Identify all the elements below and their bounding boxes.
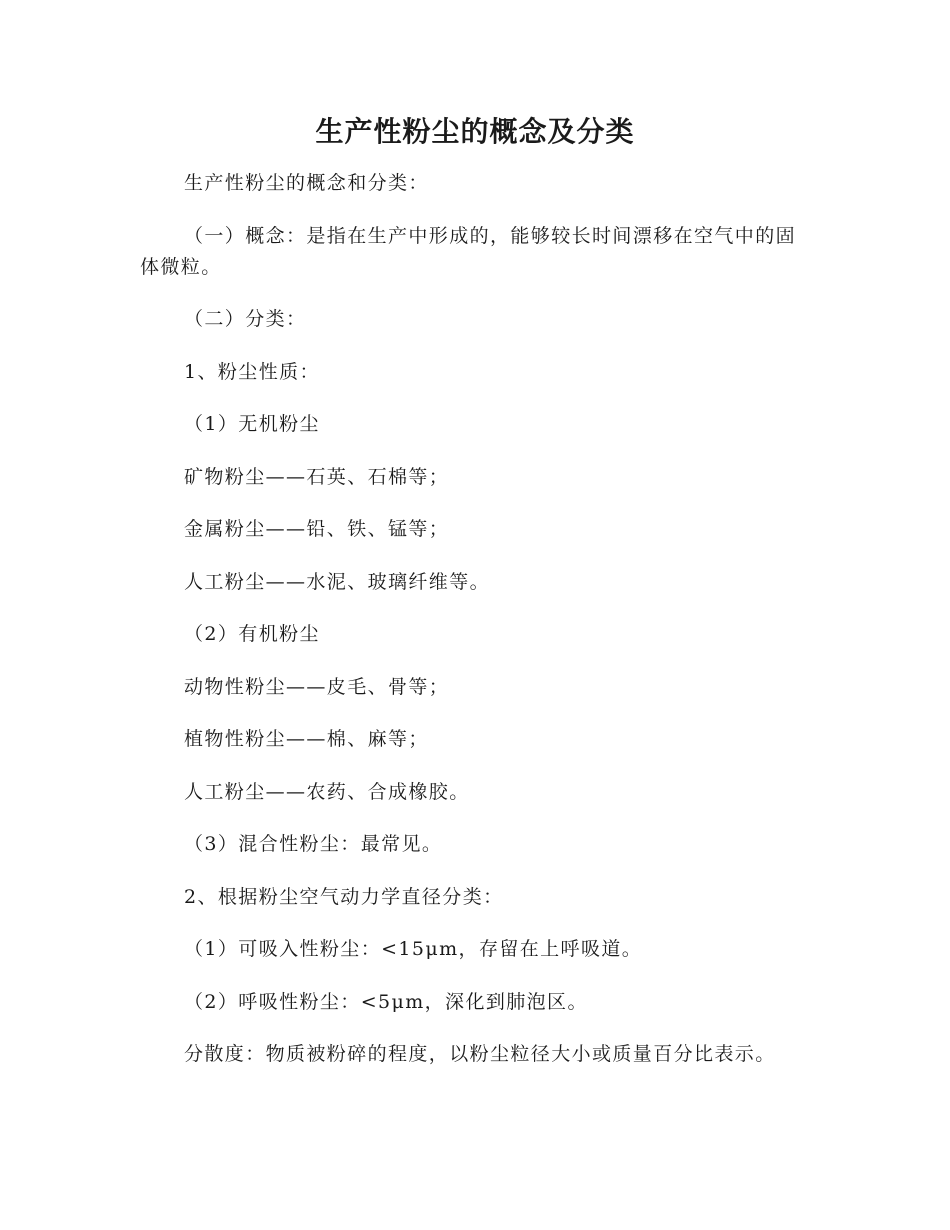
paragraph-concept: （一）概念：是指在生产中形成的，能够较长时间漂移在空气中的固体微粒。	[140, 224, 797, 278]
paragraph-classification: （二）分类：	[184, 308, 307, 330]
paragraph-organic: （2）有机粉尘	[184, 623, 320, 645]
paragraph-mineral: 矿物粉尘——石英、石棉等；	[184, 465, 450, 488]
paragraph-respirable: （2）呼吸性粉尘：<5μm，深化到肺泡区。	[184, 990, 588, 1013]
paragraph-metal: 金属粉尘——铅、铁、锰等；	[184, 518, 450, 540]
paragraph-artificial-inorganic: 人工粉尘——水泥、玻璃纤维等。	[184, 570, 491, 593]
paragraph-inhalable: （1）可吸入性粉尘：<15μm，存留在上呼吸道。	[184, 938, 643, 960]
paragraph-aerodynamic: 2、根据粉尘空气动力学直径分类：	[184, 885, 504, 908]
paragraph-dust-nature: 1、粉尘性质：	[184, 360, 320, 383]
paragraph-inorganic: （1）无机粉尘	[184, 413, 320, 435]
document-body	[140, 168, 800, 1092]
paragraph-dispersion: 分散度：物质被粉碎的程度，以粉尘粒径大小或质量百分比表示。	[184, 1043, 776, 1065]
paragraph-intro: 生产性粉尘的概念和分类：	[184, 172, 429, 194]
paragraph-artificial-organic: 人工粉尘——农药、合成橡胶。	[184, 780, 470, 803]
paragraph-mixed: （3）混合性粉尘：最常见。	[184, 833, 443, 855]
document-title: 生产性粉尘的概念及分类	[315, 115, 635, 148]
paragraph-plant: 植物性粉尘——棉、麻等；	[184, 728, 429, 750]
paragraph-animal: 动物性粉尘——皮毛、骨等；	[184, 675, 450, 698]
